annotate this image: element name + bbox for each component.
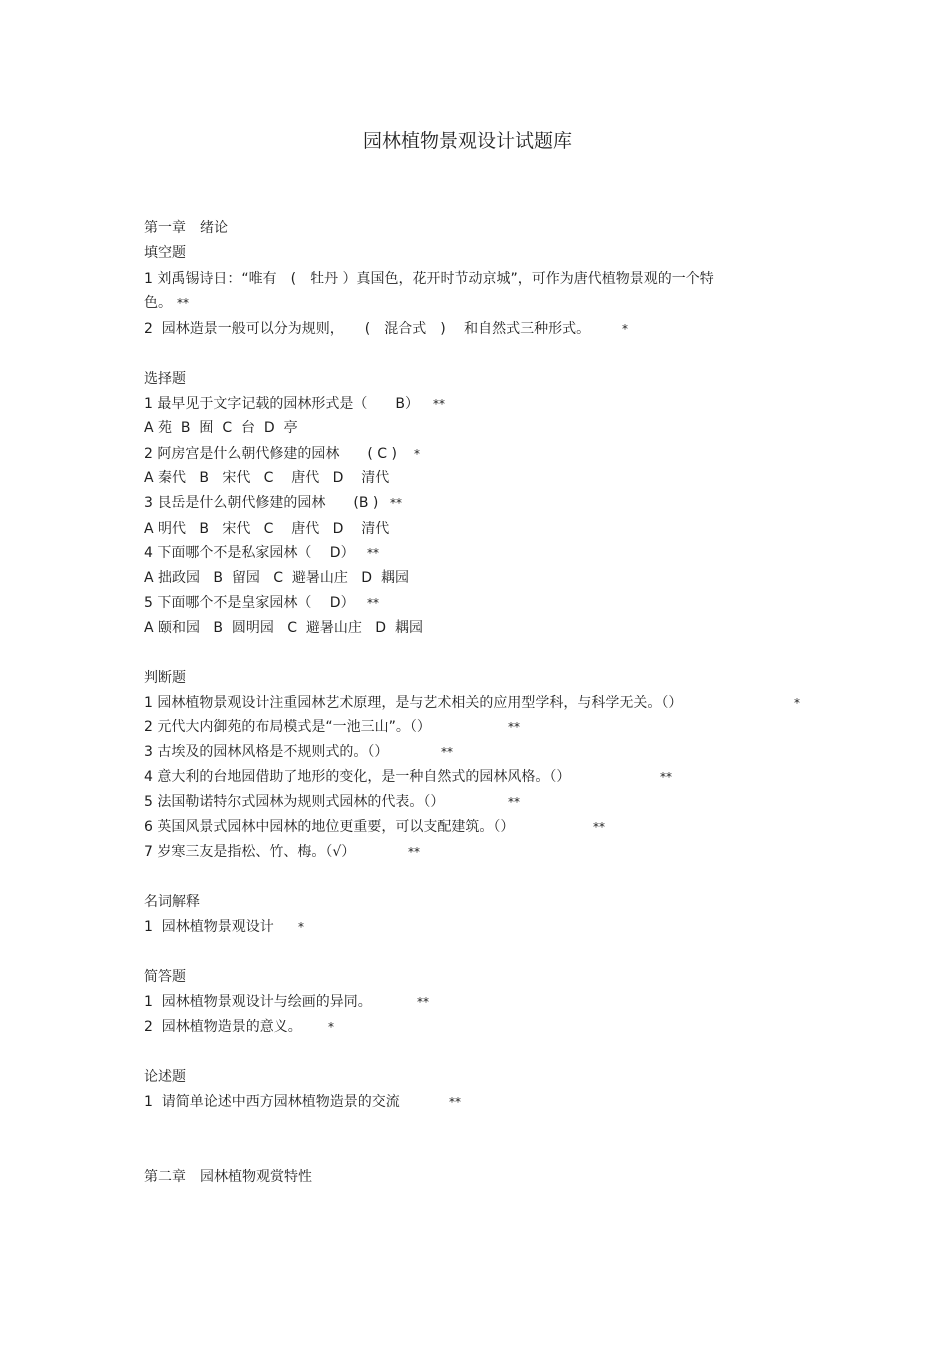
difficulty-mark: **: [367, 596, 379, 610]
chapter-heading: 第二章 园林植物观赏特性: [144, 1169, 312, 1185]
difficulty-mark: **: [508, 720, 520, 734]
section-heading-judge: 判断题: [144, 670, 186, 686]
page-title: 园林植物景观设计试题库: [362, 130, 572, 152]
difficulty-mark: *: [298, 920, 304, 934]
question-text: 4 下面哪个不是私家园林（ D）: [144, 545, 355, 561]
difficulty-mark: *: [622, 322, 628, 336]
question-options: A 颐和园 B 圆明园 C 避暑山庄 D 耦园: [144, 620, 423, 636]
difficulty-mark: **: [177, 296, 189, 310]
section-heading-fill-blank: 填空题: [144, 245, 186, 261]
question-text: 2 元代大内御苑的布局模式是“一池三山”。（）: [144, 719, 431, 735]
section-heading-choice: 选择题: [144, 371, 186, 387]
question-text: 6 英国风景式园林中园林的地位更重要，可以支配建筑。（）: [144, 819, 515, 835]
question-text: 5 下面哪个不是皇家园林（ D）: [144, 595, 355, 611]
question-options: A 明代 B 宋代 C 唐代 D 清代: [144, 521, 390, 537]
question-text: 2 园林造景一般可以分为规则， ( 混合式 ) 和自然式三种形式。: [144, 321, 591, 337]
question-text: 4 意大利的台地园借助了地形的变化，是一种自然式的园林风格。（）: [144, 769, 571, 785]
difficulty-mark: **: [660, 770, 672, 784]
question-text: 1 刘禹锡诗日：“唯有 ( 牡丹 ）真国色，花开时节动京城”，可作为唐代植物景观的一个特: [144, 271, 714, 287]
difficulty-mark: **: [367, 546, 379, 560]
difficulty-mark: **: [441, 745, 453, 759]
question-text: 2 园林植物造景的意义。: [144, 1019, 302, 1035]
difficulty-mark: **: [417, 995, 429, 1009]
question-text: 1 请简单论述中西方园林植物造景的交流: [144, 1094, 400, 1110]
question-options: A 苑 B 囿 C 台 D 亭: [144, 420, 298, 436]
question-text: 3 古埃及的园林风格是不规则式的。（）: [144, 744, 389, 760]
difficulty-mark: **: [390, 496, 402, 510]
difficulty-mark: **: [593, 820, 605, 834]
question-text-continued: 色。: [144, 295, 172, 311]
difficulty-mark: *: [794, 696, 800, 710]
question-options: A 拙政园 B 留园 C 避暑山庄 D 耦园: [144, 570, 409, 586]
question-text: 1 园林植物景观设计: [144, 919, 274, 935]
difficulty-mark: **: [433, 397, 445, 411]
section-heading-terms: 名词解释: [144, 894, 200, 910]
question-text: 5 法国勒诺特尔式园林为规则式园林的代表。（）: [144, 794, 445, 810]
difficulty-mark: **: [449, 1095, 461, 1109]
question-text: 7 岁寒三友是指松、竹、梅。（√）: [144, 844, 356, 860]
question-options: A 秦代 B 宋代 C 唐代 D 清代: [144, 470, 390, 486]
chapter-heading: 第一章 绪论: [144, 220, 228, 236]
question-text: 2 阿房宫是什么朝代修建的园林 ( C ): [144, 446, 402, 462]
section-heading-essay: 论述题: [144, 1069, 186, 1085]
difficulty-mark: *: [414, 447, 420, 461]
question-text: 1 园林植物景观设计与绘画的异同。: [144, 994, 372, 1010]
question-text: 1 园林植物景观设计注重园林艺术原理，是与艺术相关的应用型学科，与科学无关。（）: [144, 695, 683, 711]
difficulty-mark: **: [508, 795, 520, 809]
difficulty-mark: *: [328, 1020, 334, 1034]
section-heading-short-answer: 简答题: [144, 969, 186, 985]
question-text: 1 最早见于文字记载的园林形式是（ B）: [144, 396, 419, 412]
difficulty-mark: **: [408, 845, 420, 859]
question-text: 3 艮岳是什么朝代修建的园林 (B ): [144, 495, 379, 511]
